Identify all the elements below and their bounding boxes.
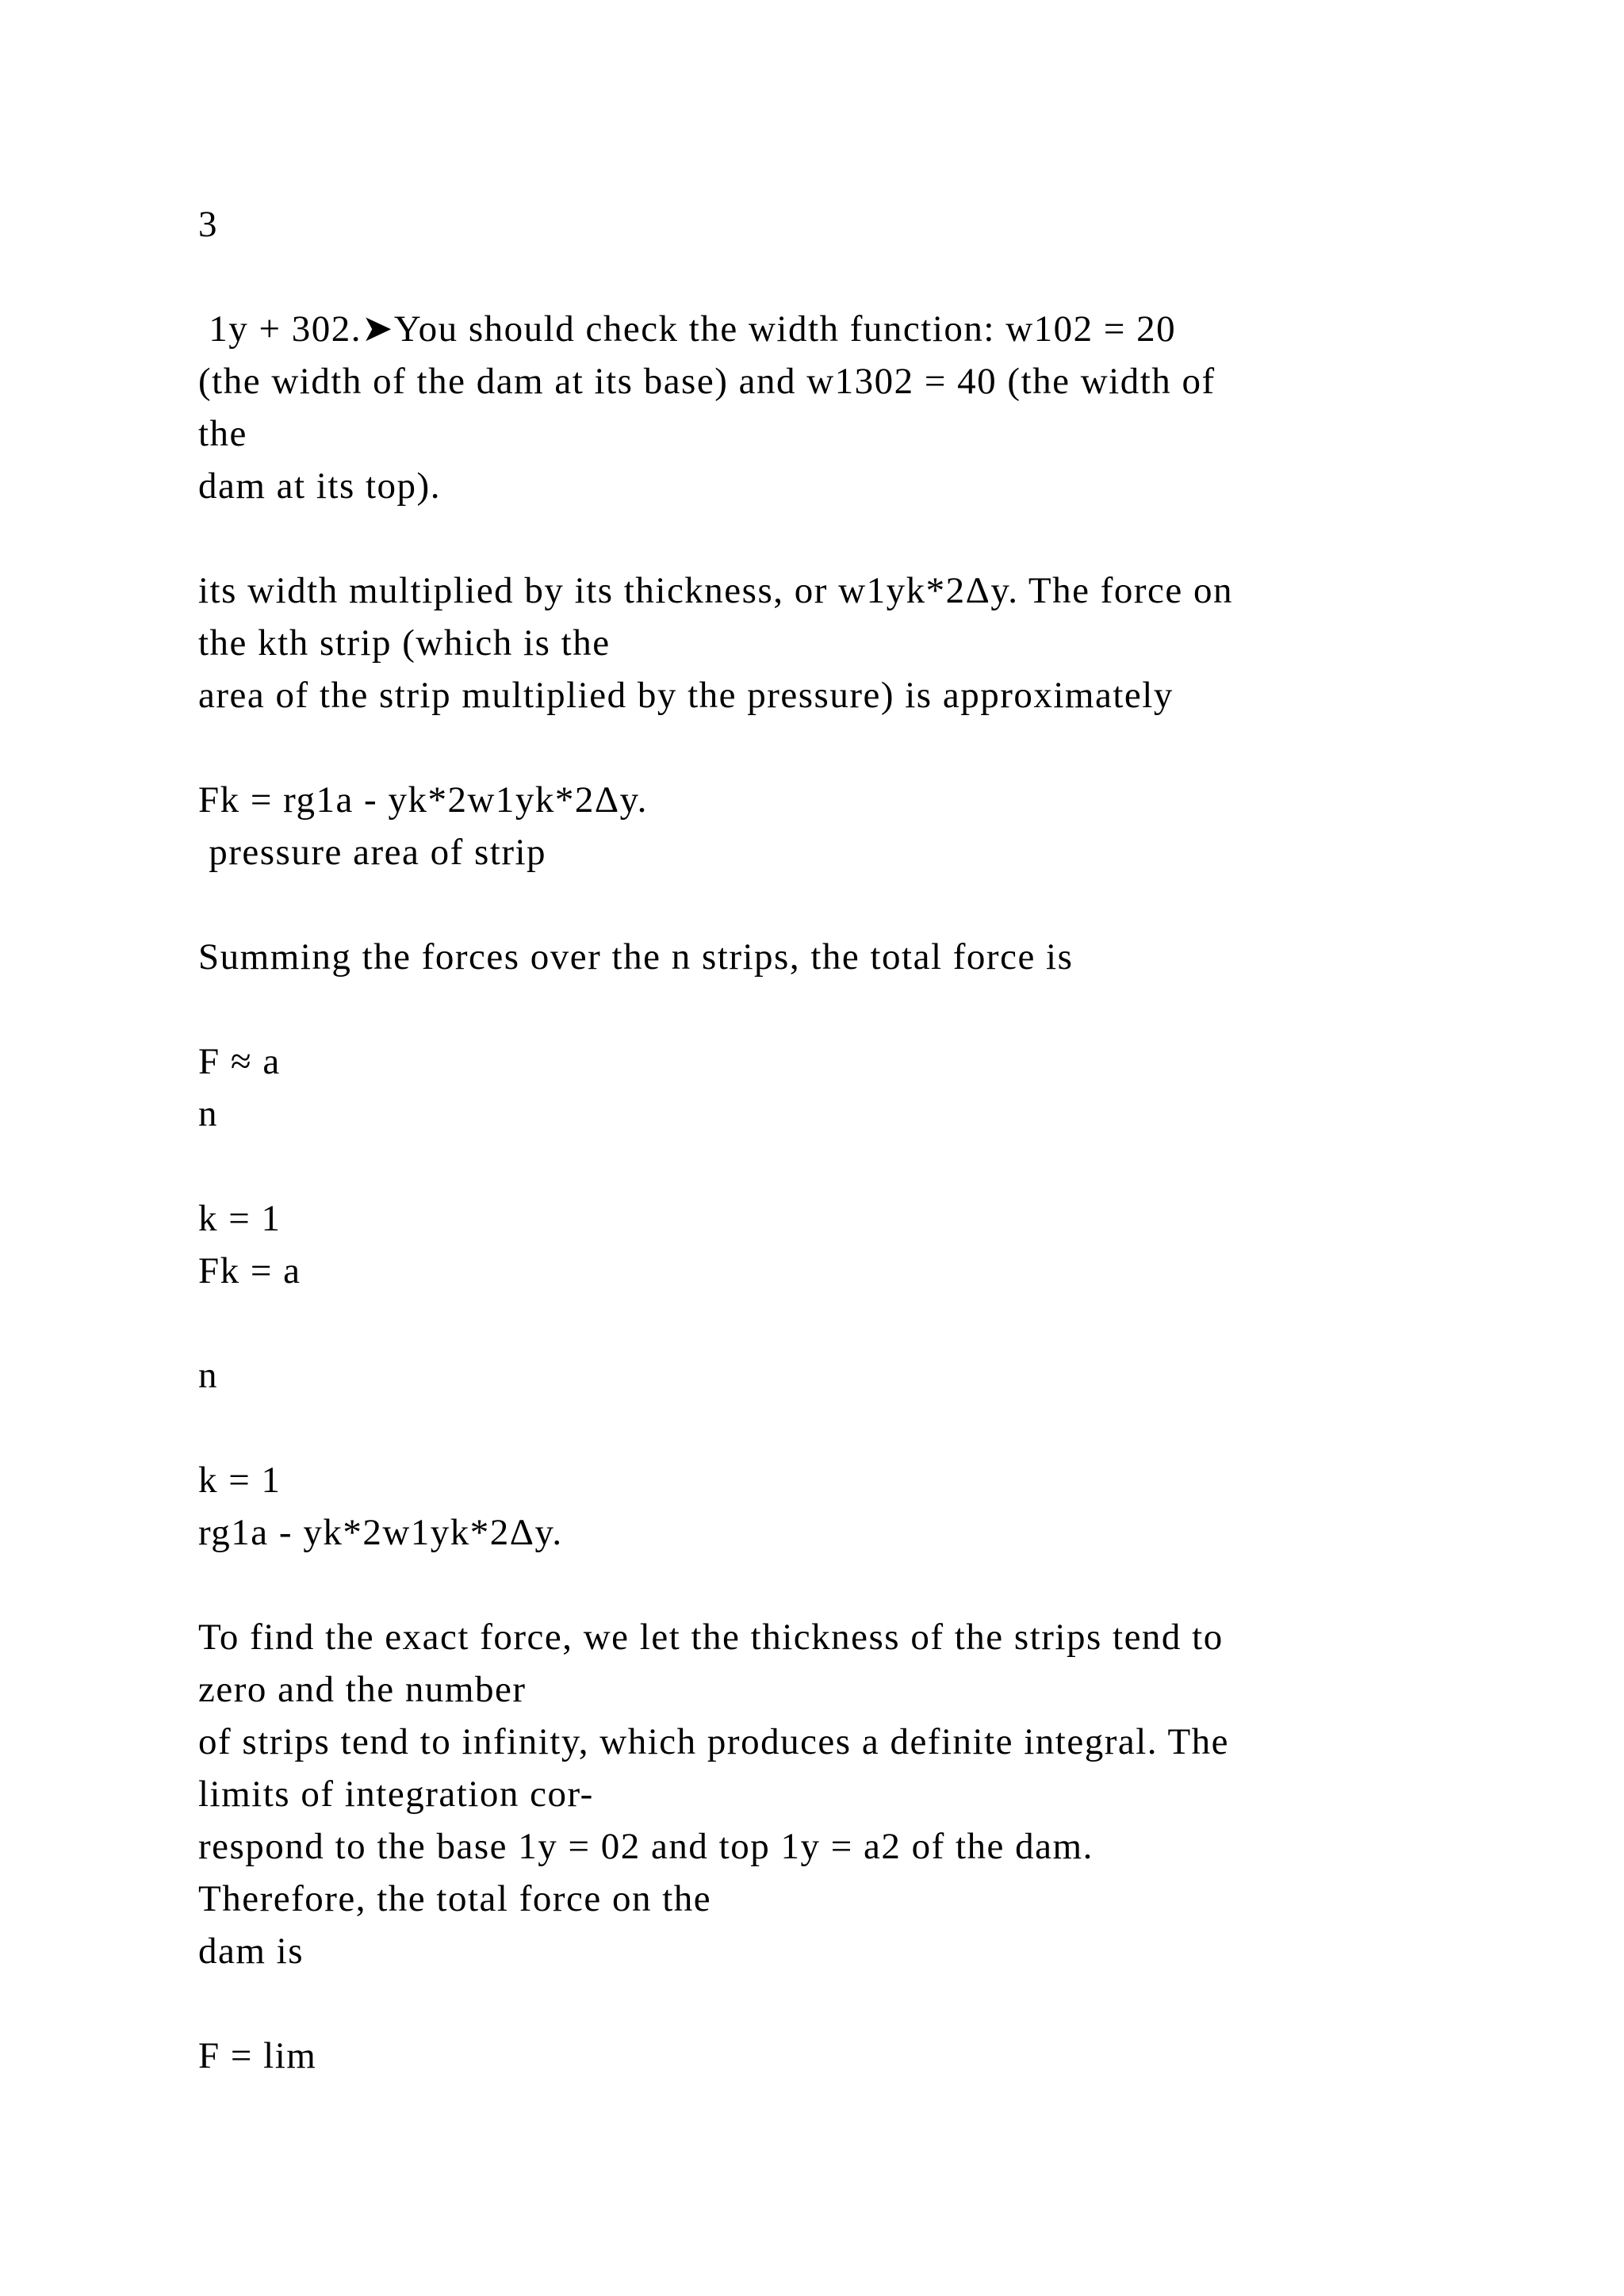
equation-line: n [198, 1355, 218, 1396]
text-line: (the width of the dam at its base) and w1302 = 40 (the width of [198, 361, 1216, 402]
text-line: dam at its top). [198, 465, 441, 507]
text-line: Therefore, the total force on the [198, 1878, 712, 1919]
text-line: of strips tend to infinity, which produces a definite integral. The [198, 1721, 1230, 1762]
page-number: 3 [198, 204, 218, 245]
equation-line: k = 1 [198, 1460, 282, 1501]
text-line: Summing the forces over the n strips, the total force is [198, 936, 1074, 978]
text-line: the kth strip (which is the [198, 622, 611, 664]
equation-line: rg1a - yk*2w1yk*2Δy. [198, 1512, 563, 1553]
equation-line: n [198, 1093, 218, 1135]
equation-line: Fk = rg1a - yk*2w1yk*2Δy. [198, 779, 648, 821]
text-line: dam is [198, 1931, 304, 1972]
text-line: To find the exact force, we let the thickness of the strips tend to [198, 1617, 1224, 1658]
equation-line: F = lim [198, 2035, 317, 2076]
equation-line: Fk = a [198, 1250, 301, 1292]
equation-annotation: pressure area of strip [198, 832, 547, 873]
text-line: area of the strip multiplied by the pressure) is approximately [198, 675, 1174, 716]
equation-line: F ≈ a [198, 1041, 281, 1082]
text-line: 1y + 302.➤You should check the width function: w102 = 20 [198, 308, 1177, 350]
text-line: zero and the number [198, 1669, 527, 1710]
equation-line: k = 1 [198, 1198, 282, 1239]
text-line: its width multiplied by its thickness, or w1yk*2Δy. The force on [198, 570, 1234, 611]
text-line: respond to the base 1y = 02 and top 1y = a2 of the dam. [198, 1826, 1094, 1867]
text-line: the [198, 413, 247, 454]
text-line: limits of integration cor- [198, 1774, 594, 1815]
